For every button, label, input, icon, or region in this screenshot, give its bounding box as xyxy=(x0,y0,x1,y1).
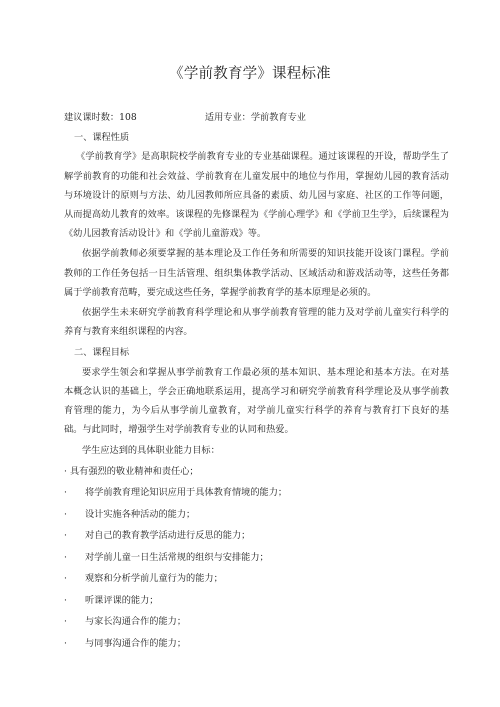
list-item-text: 与同事沟通合作的能力； xyxy=(85,637,187,649)
bullet-icon: · xyxy=(64,637,67,649)
document-title: 《学前教育学》课程标准 xyxy=(169,66,331,82)
list-item-text: 与家长沟通合作的能力； xyxy=(85,616,187,628)
list-item xyxy=(64,525,449,547)
list-item xyxy=(64,633,449,655)
course-nature-paragraph-3: 依据学生未来研究学前教育科学理论和从事学前教育管理的能力及对学前儿童实行科学的养育与教育来组织课程的内容。 xyxy=(64,307,449,338)
list-item-text: 将学前教育理论知识应用于具体教育情境的能力； xyxy=(85,487,288,499)
list-item-text: 设计实施各种活动的能力； xyxy=(85,508,196,520)
list-item-text: 对自己的教育教学活动进行反思的能力； xyxy=(85,530,251,542)
bullet-icon: · xyxy=(64,573,67,585)
section-heading-course-goals: 二、课程目标 xyxy=(74,347,130,359)
bullet-icon: · xyxy=(64,487,67,499)
list-item xyxy=(64,590,449,612)
list-item xyxy=(64,568,449,590)
list-item xyxy=(64,547,449,569)
section-heading-course-nature: 一、课程性质 xyxy=(74,132,130,144)
abilities-intro: 学生应达到的具体职业能力目标： xyxy=(82,445,220,457)
bullet-icon: · xyxy=(64,551,67,563)
list-item xyxy=(64,504,449,526)
document-body xyxy=(64,108,449,654)
abilities-list xyxy=(64,461,449,655)
bullet-icon: · xyxy=(64,616,67,628)
course-nature-paragraph-1: 《学前教育学》是高职院校学前教育专业的专业基础课程。通过该课程的开设，帮助学生了解学前教育的功能和社会效益、学前教育在儿童发展中的地位与作用，掌握幼儿园的教育活动与环境设计的原则与方法、幼儿园教师所应具备的素质、幼儿园与家庭、社区的工作等问题，从而提高幼儿教育的效率。该课程的先修课程为《学前心理学》和《学前卫生学》，后续课程为《幼儿园教育活动设计》和《学前儿童游戏》等。 xyxy=(64,151,449,240)
list-item-text: 对学前儿童一日生活常规的组织与安排能力； xyxy=(85,551,269,563)
course-nature-paragraph-2: 依据学前教师必须要掌握的基本理论及工作任务和所需要的知识技能开设该门课程。学前教师的工作任务包括一日生活管理、组织集体教学活动、区域活动和游戏活动等，这些任务都属于学前教育范畴，要完成这些任务，掌握学前教育学的基本原理是必须的。 xyxy=(64,248,449,298)
list-item-text: 听课评课的能力； xyxy=(85,594,159,606)
list-item xyxy=(64,461,449,483)
bullet-icon: · xyxy=(64,594,67,606)
course-meta xyxy=(64,108,449,127)
list-item xyxy=(64,611,449,633)
list-item-text: 具有强烈的敬业精神和责任心； xyxy=(70,465,199,477)
bullet-icon: · xyxy=(64,465,67,477)
suggested-hours: 建议课时数：108 xyxy=(64,112,137,123)
list-item-text: 观察和分析学前儿童行为的能力； xyxy=(85,573,223,585)
course-goals-paragraph-1: 要求学生领会和掌握从事学前教育工作最必须的基本知识、基本理论和基本方法。在对基本概念认识的基础上，学会正确地联系运用，提高学习和研究学前教育科学理论及从事学前教育管理的能力，为今后从事学前儿童教育，对学前儿童实行科学的养育与教育打下良好的基础。与此同时，增强学生对学前教育专业的认同和热爱。 xyxy=(64,366,449,436)
bullet-icon: · xyxy=(64,508,67,520)
list-item xyxy=(64,482,449,504)
applicable-major: 适用专业：学前教育专业 xyxy=(204,112,306,123)
bullet-icon: · xyxy=(64,530,67,542)
